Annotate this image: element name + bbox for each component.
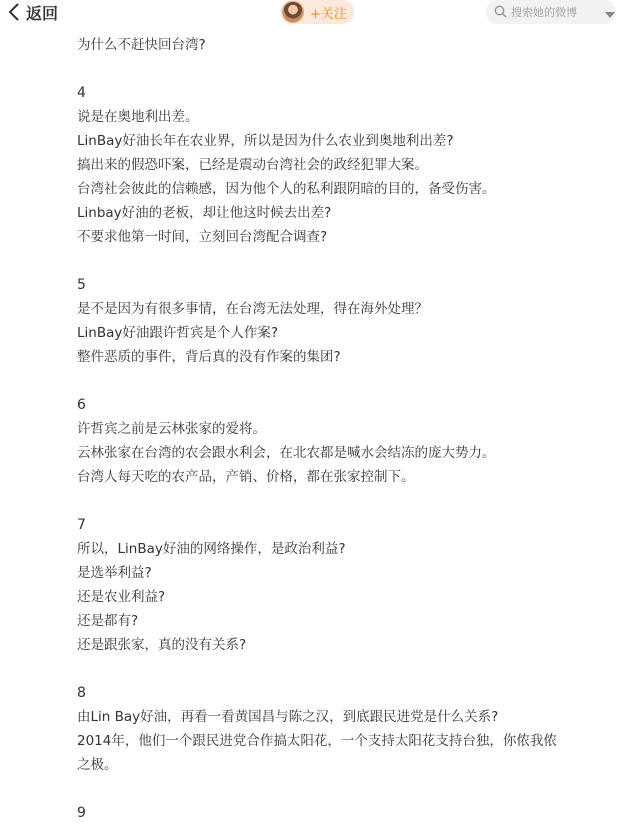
- text-line: 还是都有?: [77, 613, 139, 629]
- text-line: 许哲宾之前是云林张家的爱将。: [77, 421, 266, 437]
- section-number: 8: [77, 685, 86, 701]
- text-line: 台湾人每天吃的农产品，产销、价格，都在张家控制下。: [77, 469, 415, 485]
- text-line: 是选举利益?: [77, 565, 152, 581]
- text-line: 是不是因为有很多事情，在台湾无法处理，得在海外处理？: [77, 301, 428, 317]
- text-line: 所以，LinBay好油的网络操作，是政治利益?: [77, 541, 346, 557]
- blank-line: [77, 57, 637, 81]
- text-line: 搞出来的假恐吓案，已经是震动台湾社会的政经犯罪大案。: [77, 157, 428, 173]
- caret-down-icon[interactable]: [597, 3, 615, 22]
- text-line: 不要求他第一时间，立刻回台湾配合调查?: [77, 229, 328, 245]
- blank-line: [77, 657, 637, 681]
- search-box[interactable]: [486, 0, 616, 24]
- text-line: 2014年，他们一个跟民进党合作搞太阳花，一个支持太阳花支持台独，你侬我侬: [77, 733, 557, 749]
- chevron-left-icon: [8, 2, 20, 22]
- follow-button[interactable]: [280, 0, 354, 24]
- section-number: 6: [77, 397, 86, 413]
- section-number: 5: [77, 277, 86, 293]
- blank-line: [77, 777, 637, 801]
- section-number: 7: [77, 517, 86, 533]
- text-line: 台湾社会彼此的信赖感，因为他个人的私利跟阴暗的目的，备受伤害。: [77, 181, 496, 197]
- blank-line: [77, 369, 637, 393]
- blank-line: [77, 489, 637, 513]
- blank-line: [77, 249, 637, 273]
- text-line: 还是农业利益?: [77, 589, 166, 605]
- text-line: LinBay好油跟许哲宾是个人作案?: [77, 325, 279, 341]
- back-button[interactable]: [8, 1, 58, 23]
- text-line: 之极。: [77, 757, 118, 773]
- back-label: 返回: [26, 3, 59, 23]
- post-body: [77, 33, 637, 825]
- text-line: 整件恶质的事件，背后真的没有作案的集团?: [77, 349, 341, 365]
- text-line: 为什么不赶快回台湾?: [77, 37, 206, 53]
- text-line: 由Lin Bay好油，再看一看黄国昌与陈之汉，到底跟民进党是什么关系?: [77, 709, 499, 725]
- text-line: 说是在奥地利出差。: [77, 109, 199, 125]
- section-number: 9: [77, 805, 86, 821]
- avatar[interactable]: [282, 1, 304, 23]
- text-line: 还是跟张家，真的没有关系?: [77, 637, 247, 653]
- text-line: 云林张家在台湾的农会跟水利会，在北农都是喊水会结冻的庞大势力。: [77, 445, 496, 461]
- search-input[interactable]: [511, 6, 593, 19]
- top-bar: [0, 0, 640, 26]
- text-line: Linbay好油的老板，却让他这时候去出差?: [77, 205, 332, 221]
- search-icon: [486, 3, 507, 22]
- text-line: LinBay好油长年在农业界，所以是因为什么农业到奥地利出差?: [77, 133, 454, 149]
- section-number: 4: [77, 85, 86, 101]
- follow-label: +关注: [310, 6, 347, 22]
